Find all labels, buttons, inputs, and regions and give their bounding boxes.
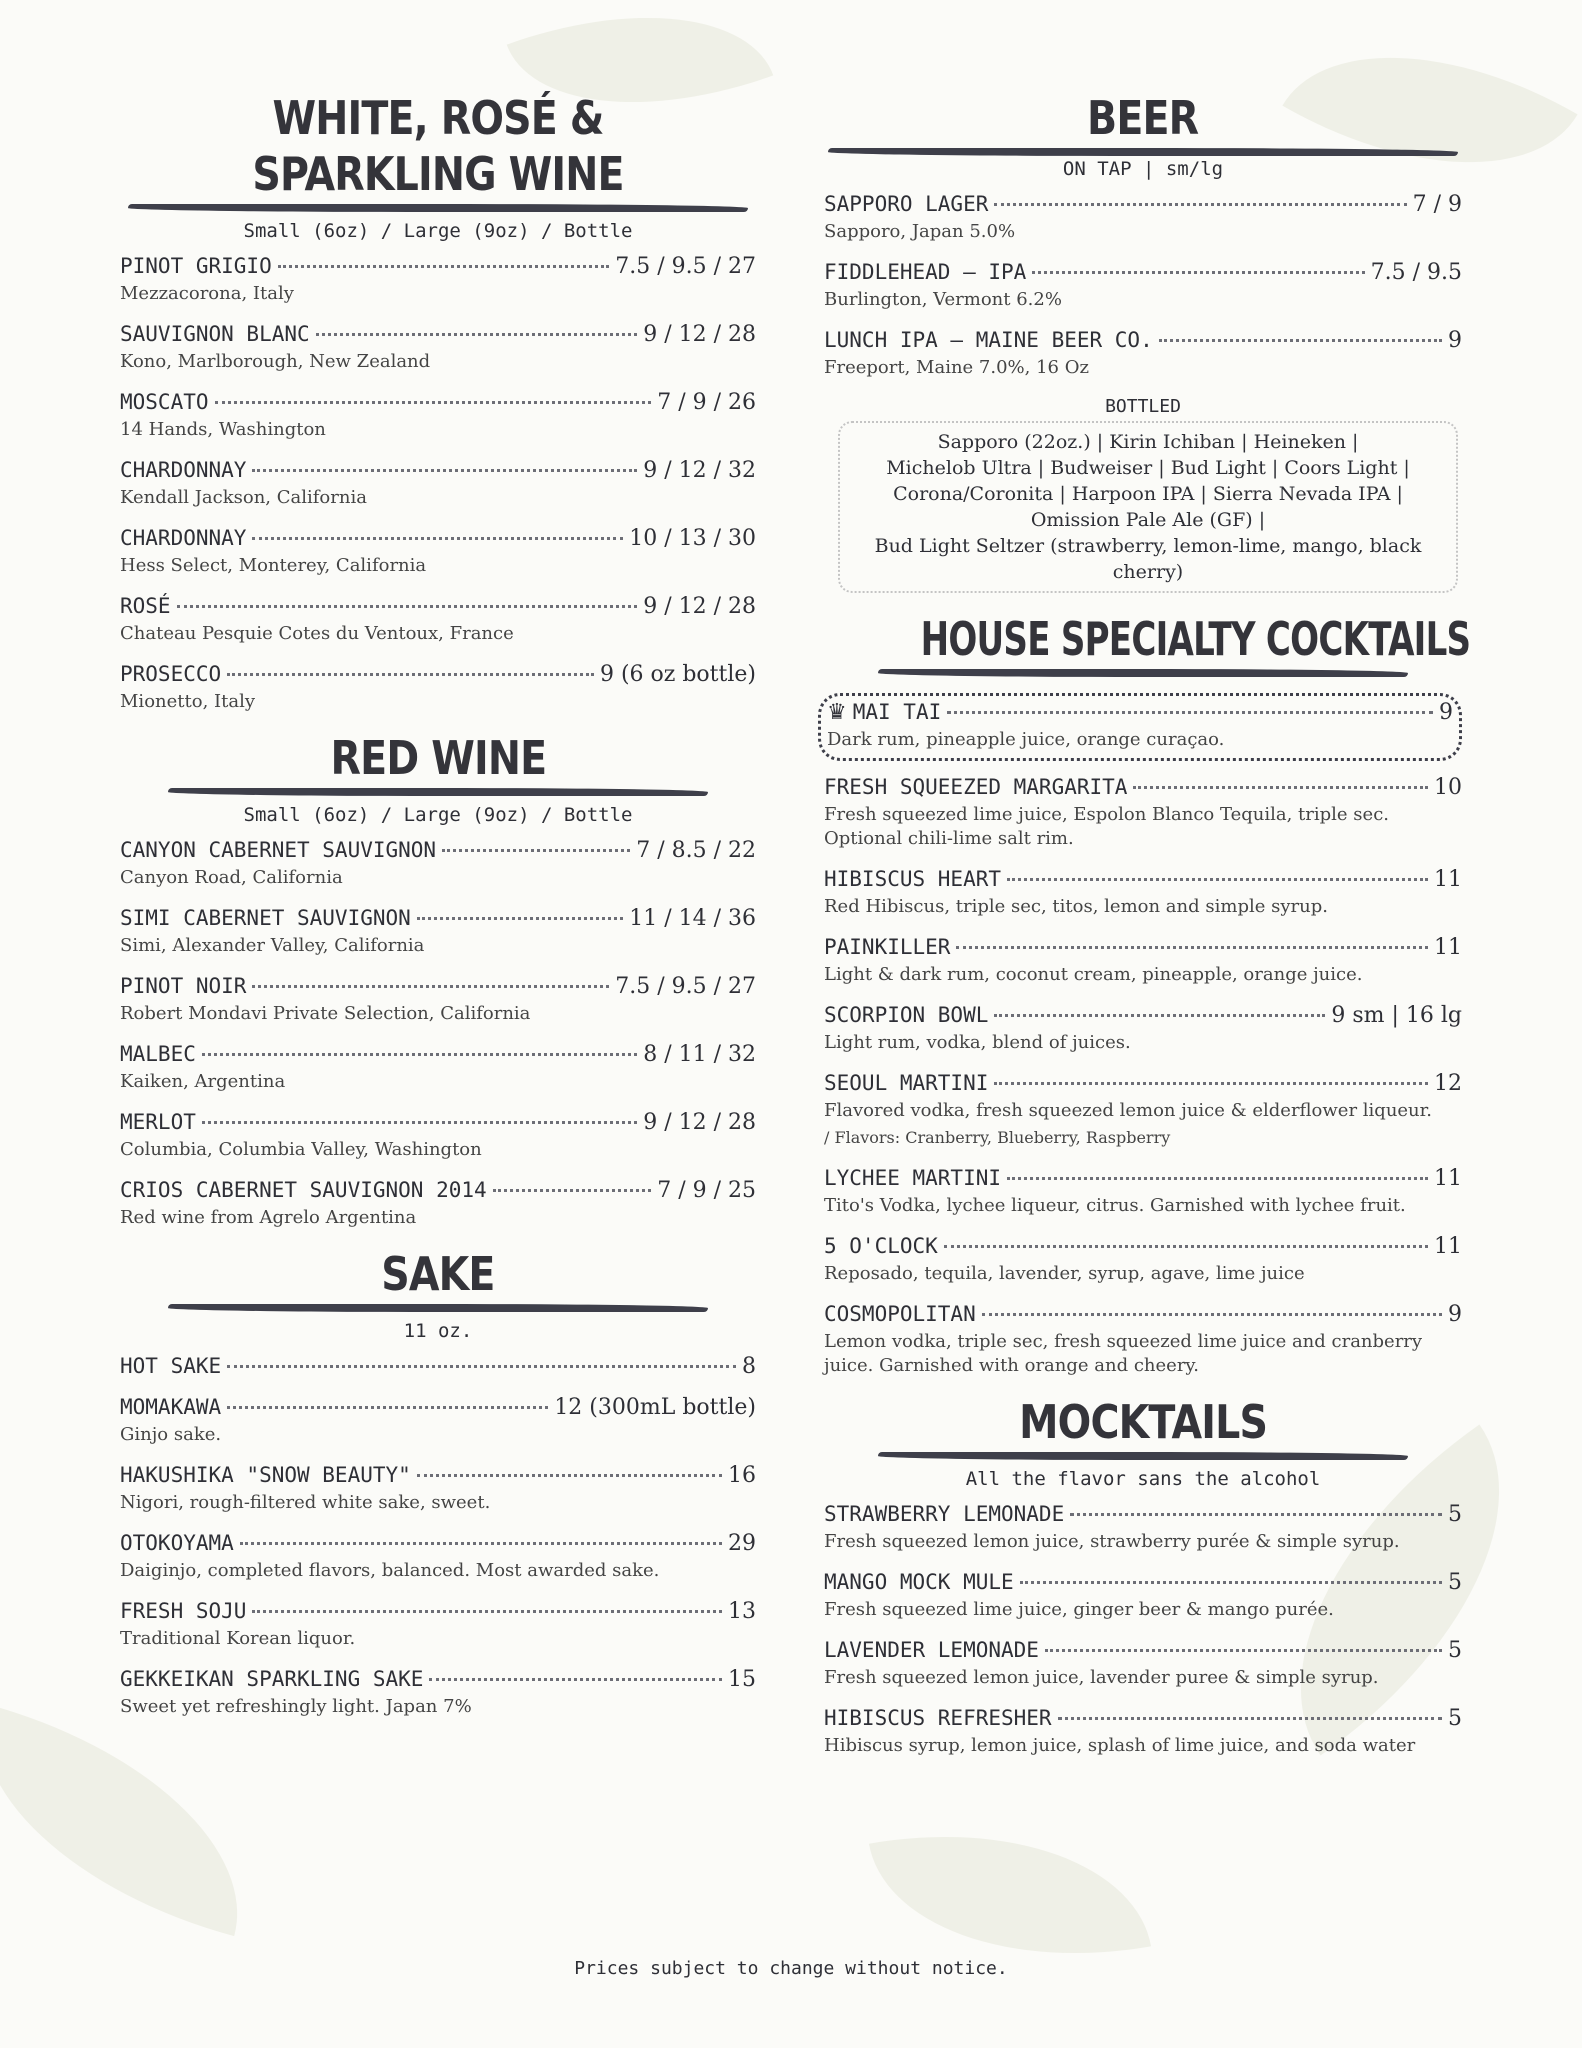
item-description: Flavored vodka, fresh squeezed lemon juice & elderflower liqueur. [824, 1100, 1433, 1121]
item-name: MERLOT [120, 1110, 196, 1134]
section-title: SAKE [381, 1247, 495, 1301]
item-price: 7 / 8.5 / 22 [636, 838, 756, 863]
bottled-line: Michelob Ultra | Budweiser | Bud Light | Coors Light | [886, 457, 1410, 479]
item-description: Nigori, rough-filtered white sake, sweet. [120, 1492, 491, 1513]
item-description: Hibiscus syrup, lemon juice, splash of lime juice, and soda water [824, 1735, 1416, 1756]
item-price: 29 [728, 1531, 756, 1556]
item-name: LUNCH IPA – MAINE BEER CO. [824, 328, 1153, 352]
item-name: PROSECCO [120, 662, 222, 686]
dot-leader [227, 1365, 736, 1368]
dot-leader [227, 673, 594, 676]
item-price: 9 / 12 / 28 [643, 1110, 756, 1135]
item-price: 9 [1448, 1302, 1462, 1327]
item-name: FIDDLEHEAD – IPA [824, 260, 1027, 284]
section-title: RED WINE [330, 731, 546, 785]
dot-leader [227, 1406, 548, 1409]
item-description: Fresh squeezed lemon juice, lavender puree & simple syrup. [824, 1667, 1379, 1688]
item-price: 5 [1448, 1706, 1462, 1731]
item-price: 9 / 12 / 32 [643, 458, 756, 483]
item-name: HOT SAKE [120, 1354, 222, 1378]
brush-divider [828, 148, 1458, 156]
item-name: PINOT NOIR [120, 974, 247, 998]
brush-divider [128, 204, 748, 212]
item-price: 11 / 14 / 36 [629, 906, 756, 931]
item-price: 12 [1434, 1071, 1462, 1096]
featured-cocktail [818, 693, 1462, 761]
item-price: 15 [728, 1667, 756, 1692]
brush-divider [878, 1452, 1408, 1460]
item-name: 5 O'CLOCK [824, 1234, 938, 1258]
menu-item [120, 322, 756, 374]
item-name: GEKKEIKAN SPARKLING SAKE [120, 1667, 424, 1691]
section-subtitle: Small (6oz) / Large (9oz) / Bottle [243, 220, 633, 242]
menu-item [120, 1042, 756, 1094]
brush-divider [878, 669, 1408, 677]
item-description: Light rum, vodka, blend of juices. [824, 1032, 1131, 1053]
item-description: Traditional Korean liquor. [120, 1628, 356, 1649]
item-name: SAUVIGNON BLANC [120, 322, 310, 346]
item-name: CRIOS CABERNET SAUVIGNON 2014 [120, 1178, 487, 1202]
dot-leader [1007, 1177, 1428, 1180]
menu-item [824, 935, 1462, 987]
item-price: 7 / 9 / 26 [657, 390, 756, 415]
section-subtitle: 11 oz. [403, 1320, 473, 1342]
menu-item [120, 1110, 756, 1162]
item-name: PAINKILLER [824, 935, 951, 959]
section-title: WHITE, ROSÉ & SPARKLING WINE [252, 91, 624, 201]
item-name: LAVENDER LEMONADE [824, 1638, 1039, 1662]
item-description: Fresh squeezed lime juice, Espolon Blanco Tequila, triple sec. Optional chili-lime salt rim. [824, 804, 1389, 849]
menu-item [120, 662, 756, 714]
item-price: 5 [1448, 1502, 1462, 1527]
item-name: MALBEC [120, 1042, 196, 1066]
item-name: SCORPION BOWL [824, 1003, 989, 1027]
item-price: 11 [1434, 867, 1462, 892]
item-name: PINOT GRIGIO [120, 254, 272, 278]
menu-item [120, 458, 756, 510]
menu-list [824, 1502, 1462, 1758]
item-name: MOSCATO [120, 390, 209, 414]
menu-item [120, 1395, 756, 1447]
right-column [824, 90, 1471, 1774]
item-description: Dark rum, pineapple juice, orange curaçao. [827, 729, 1225, 750]
item-description: Fresh squeezed lemon juice, strawberry purée & simple syrup. [824, 1531, 1400, 1552]
mocktails-section [824, 1394, 1462, 1758]
item-name: ROSÉ [120, 594, 171, 618]
item-price: 13 [728, 1599, 756, 1624]
menu-item [824, 1071, 1462, 1150]
item-price: 10 [1434, 775, 1462, 800]
item-price: 8 [742, 1354, 756, 1379]
dot-leader [1070, 1513, 1442, 1516]
dot-leader [994, 203, 1406, 206]
item-name: CHARDONNAY [120, 458, 247, 482]
left-column [120, 90, 756, 1735]
item-name: MANGO MOCK MULE [824, 1570, 1014, 1594]
menu-item [120, 1531, 756, 1583]
menu-item [120, 838, 756, 890]
dot-leader [215, 401, 652, 404]
menu-item [824, 1166, 1462, 1218]
menu-item [824, 775, 1462, 851]
item-description: Tito's Vodka, lychee liqueur, citrus. Garnished with lychee fruit. [824, 1195, 1406, 1216]
item-description: Red Hibiscus, triple sec, titos, lemon and simple syrup. [824, 896, 1328, 917]
menu-item [824, 1638, 1462, 1690]
item-price: 5 [1448, 1638, 1462, 1663]
item-description: Freeport, Maine 7.0%, 16 Oz [824, 357, 1089, 378]
item-description: Lemon vodka, triple sec, fresh squeezed lime juice and cranberry juice. Garnished with orange and cheery. [824, 1331, 1423, 1376]
dot-leader [278, 265, 610, 268]
bottled-beer-list [838, 421, 1458, 593]
menu-item [824, 192, 1462, 244]
menu-list [120, 254, 756, 714]
item-description: Reposado, tequila, lavender, syrup, agave, lime juice [824, 1263, 1305, 1284]
menu-item [824, 867, 1462, 919]
bottled-line: Sapporo (22oz.) | Kirin Ichiban | Heineken | [937, 431, 1359, 453]
dot-leader [994, 1014, 1325, 1017]
item-description: Hess Select, Monterey, California [120, 555, 427, 576]
item-description: Burlington, Vermont 6.2% [824, 289, 1062, 310]
brush-divider [168, 1304, 708, 1312]
menu-list [120, 838, 756, 1230]
brush-divider [168, 788, 708, 796]
item-description: Mionetto, Italy [120, 691, 256, 712]
item-name: FRESH SQUEEZED MARGARITA [824, 775, 1128, 799]
item-description: Simi, Alexander Valley, California [120, 935, 425, 956]
item-price: 11 [1434, 1166, 1462, 1191]
item-description: Light & dark rum, coconut cream, pineapple, orange juice. [824, 964, 1363, 985]
item-name: HAKUSHIKA "SNOW BEAUTY" [120, 1463, 411, 1487]
leaf-decoration [0, 1704, 276, 1936]
beer-section [824, 90, 1462, 593]
item-name: LYCHEE MARTINI [824, 1166, 1002, 1190]
menu-item [120, 1463, 756, 1515]
crown-icon: ♛ [827, 700, 847, 725]
dot-leader [1045, 1649, 1442, 1652]
item-name: SEOUL MARTINI [824, 1071, 989, 1095]
dot-leader [177, 605, 638, 608]
sake-section [120, 1246, 756, 1719]
item-description: Kaiken, Argentina [120, 1071, 286, 1092]
dot-leader [429, 1678, 722, 1681]
dot-leader [1133, 786, 1428, 789]
menu-item [824, 1003, 1462, 1055]
bottled-line: Omission Pale Ale (GF) | [1030, 509, 1266, 531]
dot-leader [252, 985, 609, 988]
section-subtitle: Small (6oz) / Large (9oz) / Bottle [243, 804, 633, 826]
item-price: 11 [1434, 935, 1462, 960]
item-name: FRESH SOJU [120, 1599, 247, 1623]
dot-leader [994, 1082, 1428, 1085]
item-description: Daiginjo, completed flavors, balanced. Most awarded sake. [120, 1560, 660, 1581]
menu-item [824, 328, 1462, 380]
menu-list [824, 775, 1462, 1378]
item-price: 9 (6 oz bottle) [599, 662, 756, 687]
item-name: STRAWBERRY LEMONADE [824, 1502, 1065, 1526]
menu-list [120, 1354, 756, 1719]
item-name: HIBISCUS REFRESHER [824, 1706, 1052, 1730]
item-name: HIBISCUS HEART [824, 867, 1002, 891]
menu-item [120, 906, 756, 958]
section-subtitle: All the flavor sans the alcohol [965, 1468, 1321, 1490]
cocktails-section [824, 611, 1471, 1378]
item-note: / Flavors: Cranberry, Blueberry, Raspberry [824, 1128, 1171, 1147]
item-price: 10 / 13 / 30 [629, 526, 756, 551]
item-description: Kono, Marlborough, New Zealand [120, 351, 431, 372]
menu-item [120, 594, 756, 646]
section-subtitle: ON TAP | sm/lg [1062, 158, 1224, 180]
dot-leader [493, 1189, 652, 1192]
bottled-label: BOTTLED [1105, 396, 1181, 417]
menu-item [120, 390, 756, 442]
dot-leader [1058, 1717, 1442, 1720]
item-description: Kendall Jackson, California [120, 487, 367, 508]
dot-leader [417, 1474, 722, 1477]
item-name: OTOKOYAMA [120, 1531, 234, 1555]
item-price: 16 [728, 1463, 756, 1488]
menu-item [824, 1706, 1462, 1758]
menu-item [824, 1234, 1462, 1286]
menu-item [120, 1667, 756, 1719]
dot-leader [417, 917, 623, 920]
bottled-line: Bud Light Seltzer (strawberry, lemon-lime, mango, black cherry) [874, 535, 1422, 583]
section-title: BEER [1087, 91, 1199, 145]
section-title: MOCKTAILS [1019, 1395, 1267, 1449]
item-price: 7 / 9 / 25 [657, 1178, 756, 1203]
section-title: HOUSE SPECIALTY COCKTAILS [920, 612, 1471, 666]
dot-leader [1020, 1581, 1442, 1584]
bottled-line: Corona/Coronita | Harpoon IPA | Sierra Nevada IPA | [893, 483, 1403, 505]
dot-leader [252, 469, 637, 472]
menu-list [824, 192, 1462, 380]
dot-leader [1007, 878, 1428, 881]
dot-leader [982, 1313, 1442, 1316]
item-description: Mezzacorona, Italy [120, 283, 294, 304]
menu-item [120, 1599, 756, 1651]
item-name: CANYON CABERNET SAUVIGNON [120, 838, 437, 862]
item-description: Red wine from Agrelo Argentina [120, 1207, 417, 1228]
item-price: 9 sm | 16 lg [1331, 1003, 1462, 1028]
red-wine-section [120, 730, 756, 1230]
item-name: MOMAKAWA [120, 1395, 222, 1419]
item-price: 9 [1448, 328, 1462, 353]
menu-item [824, 1502, 1462, 1554]
item-price: 9 / 12 / 28 [643, 322, 756, 347]
menu-item [120, 254, 756, 306]
menu-item [120, 1178, 756, 1230]
dot-leader [202, 1053, 637, 1056]
dot-leader [947, 711, 1433, 714]
item-name: SAPPORO LAGER [824, 192, 989, 216]
item-name: MAI TAI [852, 700, 942, 724]
dot-leader [202, 1121, 637, 1124]
item-name: COSMOPOLITAN [824, 1302, 976, 1326]
menu-item [120, 526, 756, 578]
menu-item [824, 260, 1462, 312]
item-description: Sweet yet refreshingly light. Japan 7% [120, 1696, 472, 1717]
item-description: Chateau Pesquie Cotes du Ventoux, France [120, 623, 514, 644]
dot-leader [316, 333, 638, 336]
dot-leader [956, 946, 1428, 949]
item-price: 8 / 11 / 32 [643, 1042, 756, 1067]
dot-leader [252, 537, 623, 540]
item-description: Sapporo, Japan 5.0% [824, 221, 1016, 242]
dot-leader [1159, 339, 1442, 342]
item-price: 7.5 / 9.5 / 27 [615, 254, 756, 279]
menu-item [120, 974, 756, 1026]
menu-item [120, 1354, 756, 1379]
dot-leader [240, 1542, 722, 1545]
dot-leader [944, 1245, 1428, 1248]
item-price: 7.5 / 9.5 [1370, 260, 1462, 285]
item-price: 11 [1434, 1234, 1462, 1259]
dot-leader [252, 1610, 722, 1613]
item-name: SIMI CABERNET SAUVIGNON [120, 906, 411, 930]
item-description: Columbia, Columbia Valley, Washington [120, 1139, 482, 1160]
item-price: 7 / 9 [1412, 192, 1462, 217]
item-price: 12 (300mL bottle) [554, 1395, 756, 1420]
item-price: 7.5 / 9.5 / 27 [615, 974, 756, 999]
menu-item [824, 1570, 1462, 1622]
item-description: Fresh squeezed lime juice, ginger beer & mango purée. [824, 1599, 1334, 1620]
item-description: 14 Hands, Washington [120, 419, 326, 440]
menu-item [824, 1302, 1462, 1378]
item-price: 5 [1448, 1570, 1462, 1595]
footer-note: Prices subject to change without notice. [574, 1958, 1008, 1979]
item-description: Canyon Road, California [120, 867, 343, 888]
dot-leader [1032, 271, 1364, 274]
item-name: CHARDONNAY [120, 526, 247, 550]
white-wine-section [120, 90, 756, 714]
item-description: Robert Mondavi Private Selection, California [120, 1003, 531, 1024]
dot-leader [442, 849, 630, 852]
item-price: 9 / 12 / 28 [643, 594, 756, 619]
item-price: 9 [1439, 700, 1453, 725]
item-description: Ginjo sake. [120, 1424, 222, 1445]
